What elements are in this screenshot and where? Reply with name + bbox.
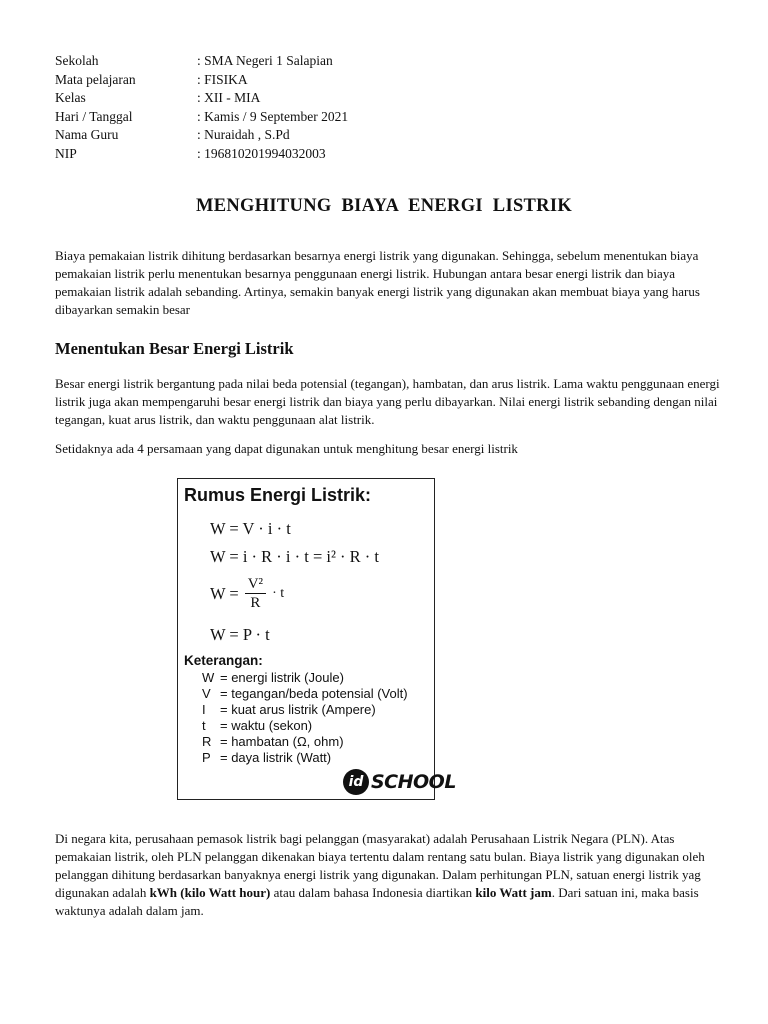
text-span: atau dalam bahasa Indonesia diartikan bbox=[270, 885, 476, 900]
legend-description: = hambatan (Ω, ohm) bbox=[220, 734, 344, 749]
fraction-numerator: V² bbox=[245, 575, 266, 594]
legend-symbol: P bbox=[202, 750, 211, 765]
legend-description: = tegangan/beda potensial (Volt) bbox=[220, 686, 408, 701]
formula-3-tail: · t bbox=[272, 585, 285, 601]
legend-item bbox=[202, 702, 408, 718]
meta-row-school bbox=[55, 52, 348, 71]
text-span: . Dari satuan ini, maka basis waktunya adalah dalam jam. bbox=[55, 885, 699, 918]
meta-value: : FISIKA bbox=[197, 71, 248, 87]
energy-paragraph: Besar energi listrik bergantung pada nilai beda potensial (tegangan), hambatan, dan arus listrik. Lama waktu penggunaan energi listrik juga akan mempengaruhi besar energi listrik dan biaya yang perlu dibayarkan. Nilai energi listrik sebanding dengan nilai tegangan, kuat arus listrik, dan waktu penggunaan alat listrik. bbox=[55, 376, 720, 427]
bold-term-kilo-watt-hour: (kilo Watt hour) bbox=[180, 885, 271, 900]
bold-term-kilo-watt-jam: kilo Watt jam bbox=[475, 885, 552, 900]
formula-3 bbox=[210, 575, 284, 612]
meta-value: : 196810201994032003 bbox=[197, 145, 326, 161]
meta-value: : XII - MIA bbox=[197, 90, 261, 105]
fraction-denominator: R bbox=[250, 595, 261, 611]
meta-row-teacher bbox=[55, 126, 348, 145]
legend-list bbox=[202, 670, 408, 766]
meta-row-date bbox=[55, 108, 348, 127]
legend-item bbox=[202, 750, 408, 766]
meta-label: Hari / Tanggal bbox=[55, 108, 133, 124]
meta-value: : SMA Negeri 1 Salapian bbox=[197, 53, 333, 68]
document-title: MENGHITUNG BIAYA ENERGI LISTRIK bbox=[195, 196, 573, 216]
meta-label: Nama Guru bbox=[55, 127, 119, 142]
legend-description: = kuat arus listrik (Ampere) bbox=[220, 702, 376, 717]
legend-item bbox=[202, 670, 408, 686]
formula-image bbox=[177, 478, 456, 800]
formula-3-lhs: W = bbox=[210, 583, 239, 603]
formula-1: W = V · i · t bbox=[210, 519, 291, 538]
pln-paragraph bbox=[55, 830, 720, 920]
formula-2: W = i · R · i · t = i² · R · t bbox=[210, 547, 379, 566]
meta-label: NIP bbox=[55, 145, 77, 161]
legend-item bbox=[202, 686, 408, 702]
legend-item bbox=[202, 734, 408, 750]
legend-heading: Keterangan: bbox=[184, 653, 263, 668]
legend-symbol: V bbox=[202, 686, 211, 701]
legend-symbol: R bbox=[202, 734, 212, 749]
legend-description: = daya listrik (Watt) bbox=[220, 750, 332, 765]
meta-row-class bbox=[55, 89, 348, 108]
legend-description: = energi listrik (Joule) bbox=[220, 670, 344, 685]
fraction bbox=[245, 575, 266, 612]
legend-symbol: t bbox=[202, 718, 206, 733]
meta-value: : Nuraidah , S.Pd bbox=[197, 127, 290, 142]
intro-paragraph: Biaya pemakaian listrik dihitung berdasarkan besarnya energi listrik yang digunakan. Sehingga, sebelum menentukan biaya pemakaian listrik perlu menentukan besarnya penggunaan energi listrik. Hubungan antara besar energi listrik dan biaya pemakaian listrik adalah sebanding. Artinya, semakin banyak energi listrik yang digunakan akan membuat biaya yang harus dibayarkan semakin besar bbox=[55, 248, 700, 317]
meta-row-subject bbox=[55, 71, 348, 90]
meta-row-nip bbox=[55, 145, 348, 164]
legend-symbol: I bbox=[202, 702, 206, 717]
meta-label: Kelas bbox=[55, 90, 86, 105]
logo-mark: id bbox=[343, 769, 369, 795]
idschool-logo bbox=[343, 767, 456, 797]
text-span: Di negara kita, perusahaan pemasok listrik bagi pelanggan (masyarakat) adalah Perusahaan Listrik Negara (PLN). Atas pemakaian listrik, oleh PLN pelanggan dikenakan biaya tertentu dalam rentang satu bulan. Biaya listrik yang digunakan oleh pelanggan dihitung berdasarkan banyaknya energi listrik yang digunakan. Dalam perhitungan PLN, satuan energi listrik yag digunakan adalah bbox=[55, 831, 705, 900]
legend-item bbox=[202, 718, 408, 734]
formula-4: W = P · t bbox=[210, 625, 270, 644]
legend-description: = waktu (sekon) bbox=[220, 718, 313, 733]
bold-term-kwh: kWh bbox=[149, 885, 178, 900]
meta-value: : Kamis / 9 September 2021 bbox=[197, 108, 349, 124]
formula-box-title: Rumus Energi Listrik: bbox=[184, 485, 372, 505]
equations-intro: Setidaknya ada 4 persamaan yang dapat digunakan untuk menghitung besar energi listrik bbox=[55, 441, 518, 456]
section-heading: Menentukan Besar Energi Listrik bbox=[55, 339, 294, 358]
header-info bbox=[55, 52, 348, 163]
meta-label: Mata pelajaran bbox=[55, 71, 136, 87]
meta-label: Sekolah bbox=[55, 53, 99, 68]
legend-symbol: W bbox=[202, 670, 215, 685]
logo-wordmark: SCHOOL bbox=[371, 771, 456, 793]
